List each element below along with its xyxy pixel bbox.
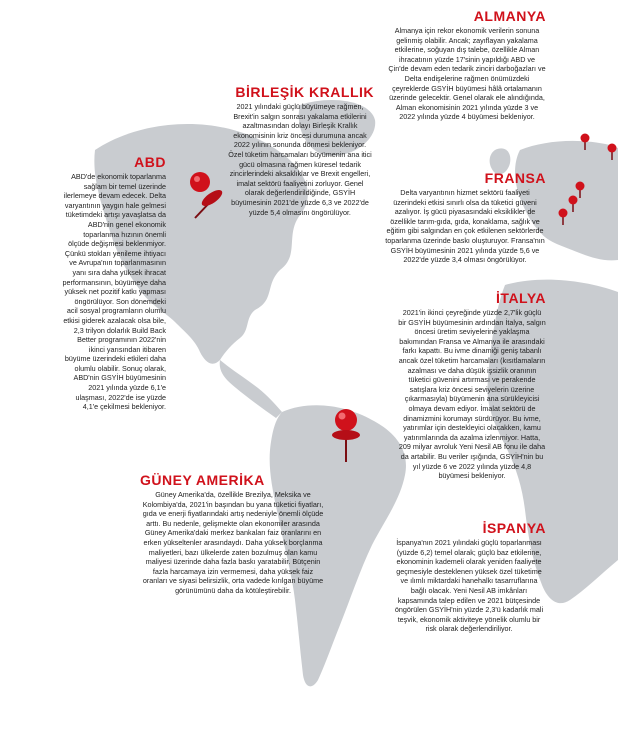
- italya-heading: İTALYA: [496, 290, 546, 306]
- italya-text: 2021'in ikinci çeyreğinde yüzde 2,7'lik güçlü bir GSYİH büyümesinin ardından İtalya, salgın öncesi üretim seviyelerine yaklaşma bakımından Fransa ve Almanya ile arasındaki farkı kapattı. Bu ivme dinamiği geniş tabanlı ancak özel tüketim harcamaları (kısıtlamaların azalması ve daha düşük işsizlik oranının tüketici güvenini artırması ve perakende satışlara kriz öncesi seviyelerin üzerine çıkarmasıyla) büyümenin ana sürükleyicisi olmaya devam ediyor. İmalat sektörü de dinamizmini korumayı sürdürüyor. Bu ivme, yatırımlar için destekleyici olacakken, kamu yatırımlarında da azalma izlenmiyor. Hatta, 209 milyar avroluk Yeni Nesil AB fonu ile daha da artabilir. Bu veriler ışığında, GSYİH'nin bu yıl yüzde 6 ve 2022 yılında yüzde 4,8 büyümesi bekleniyor.: [398, 308, 546, 481]
- guney-amerika-text: Güney Amerika'da, özellikle Brezilya, Meksika ve Kolombiya'da, 2021'in başından bu yana tüketici fiyatları, gıda ve enerji fiyatlarındaki artış nedeniyle önemli ölçüde arttı. Bu nedenle, gelişmekte olan ekonomiler arasında Güney Amerika'daki merkez bankaları faiz oranlarını en erken yükseltenler arasındaydı. Daha yüksek borçlanma maliyetleri, bazı ülkelerde zaten bozulmuş olan kamu maliyesi üzerinde daha fazla baskı yaratabilir. Bütçenin fazla harcamaya izin vermemesi, daha yüksek faiz oranları ve siyasi belirsizlik, orta vadede kırılgan büyüme görünümünü daha da kötüleştirebilir.: [142, 490, 324, 595]
- region-guney-amerika: [140, 472, 326, 596]
- region-ispanya: [392, 520, 546, 634]
- almanya-heading: ALMANYA: [473, 8, 546, 24]
- fransa-text: Delta varyantının hizmet sektörü faaliyeti üzerindeki etkisi sınırlı olsa da tüketici güveni azalıyor. İş gücü piyasasındaki eksiklikler de özellikle tarım-gıda, gıda, konaklama, sağlık ve eğitim gibi salgından en çok etkilenen sektörlerde toparlanma üzerinde baskı oluşturuyor. Fransa'nın GSYİH büyümesinin 2021 yılında yüzde 5,6 ve 2022'de yüzde 3,4 olması öngörülüyor.: [385, 188, 545, 265]
- region-italya: [398, 290, 546, 481]
- ispanya-text: İspanya'nın 2021 yılındaki güçlü toparlanması (yüzde 6,2) temel olarak; güçlü baz etkilerine, ekonominin kademeli olarak yeniden faaliyete geçmesiyle desteklenen yüksek özel tüketime ve ılımlı miktardaki hanehalkı tasarruflarına bağlı olacak. Yeni Nesil AB imkânları kapsamında talep edilen ve 2021 bütçesinde öngörülen GSYİH'nin yüzde 2,3'ü kadarlık mali teşvik, ekonomik aktiviteye yönelik olumlu bir risk olarak değerlendiriliyor.: [394, 538, 544, 634]
- fransa-heading: FRANSA: [484, 170, 546, 186]
- region-almanya: [388, 8, 546, 122]
- birlesik-krallik-heading: BİRLEŞİK KRALLIK: [235, 84, 374, 100]
- abd-text: ABD'de ekonomik toparlanma sağlam bir temel üzerinde ilerlemeye devam edecek. Delta varyantının yaygın hale gelmesi tüketimdeki artışı yavaşlatsa da ABD'nin genel ekonomik toparlanma hızının önemli ölçüde değişmesi beklenmiyor. Çünkü stokları yenileme ihtiyacı ve Avrupa'nın toparlanmasının yanı sıra daha yüksek ihracat performansının, büyümeye daha yüksek net pozitif katkı yapması öngörülüyor. Son dönemdeki acil sosyal programların olumlu etkisi giderek azalacak olsa bile, 2,3 trilyon dolarlık Build Back Better programının 2022'nin ikinci yarısından itibaren büyüme üzerindeki etkileri daha olumlu olabilir. Sonuç olarak, ABD'nin GSYİH büyümesinin 2021 yılında yüzde 6,1'e ulaşması, 2022'de ise yüzde 4,1'e çekilmesi bekleniyor.: [62, 172, 166, 412]
- birlesik-krallik-text: 2021 yılındaki güçlü büyümeye rağmen, Brexit'in salgın sonrası yakalama etkilerini azaltmasından dolayı Birleşik Krallık ekonomisinin kriz öncesi durumuna ancak 2022 yılının sonunda dönmesi bekleniyor. Özel tüketim harcamaları büyümenin ana itici gücü olmasına rağmen küresel tedarik zincirlerindeki aksaklıklar ve Brexit engelleri, imalat sektörü faaliyetini zorluyor. Genel olarak değerlendirildiğinde, GSYİH büyümesinin 2021'de yüzde 6,3 ve 2022'de yüzde 5,4 olmasını öngörülüyor.: [228, 102, 372, 217]
- region-abd: [62, 154, 166, 412]
- guney-amerika-heading: GÜNEY AMERİKA: [140, 472, 265, 488]
- region-fransa: [384, 170, 546, 265]
- region-birlesik-krallik: [226, 84, 374, 217]
- ispanya-heading: İSPANYA: [482, 520, 546, 536]
- central-america-landmass: [220, 360, 282, 418]
- almanya-text: Almanya için rekor ekonomik verilerin sonuna gelinmiş olabilir. Ancak; zayıflayan yakalama etkilerine, soğuyan dış talebe, özellikle Alman ihracatının yüzde 17'sinin yapıldığı ABD ve Çin'de devam eden tedarik zinciri darboğazları ve Delta endişelerine rağmen önümüzdeki çeyreklerde GSYİH büyümesi hâlâ ortalamanın üzerinde gelecektir. Genel olarak ele alındığında, Alman ekonomisinin 2021 yılında yüzde 3 ve 2022 yılında yüzde 4 büyümesi bekleniyor.: [388, 26, 546, 122]
- abd-heading: ABD: [134, 154, 166, 170]
